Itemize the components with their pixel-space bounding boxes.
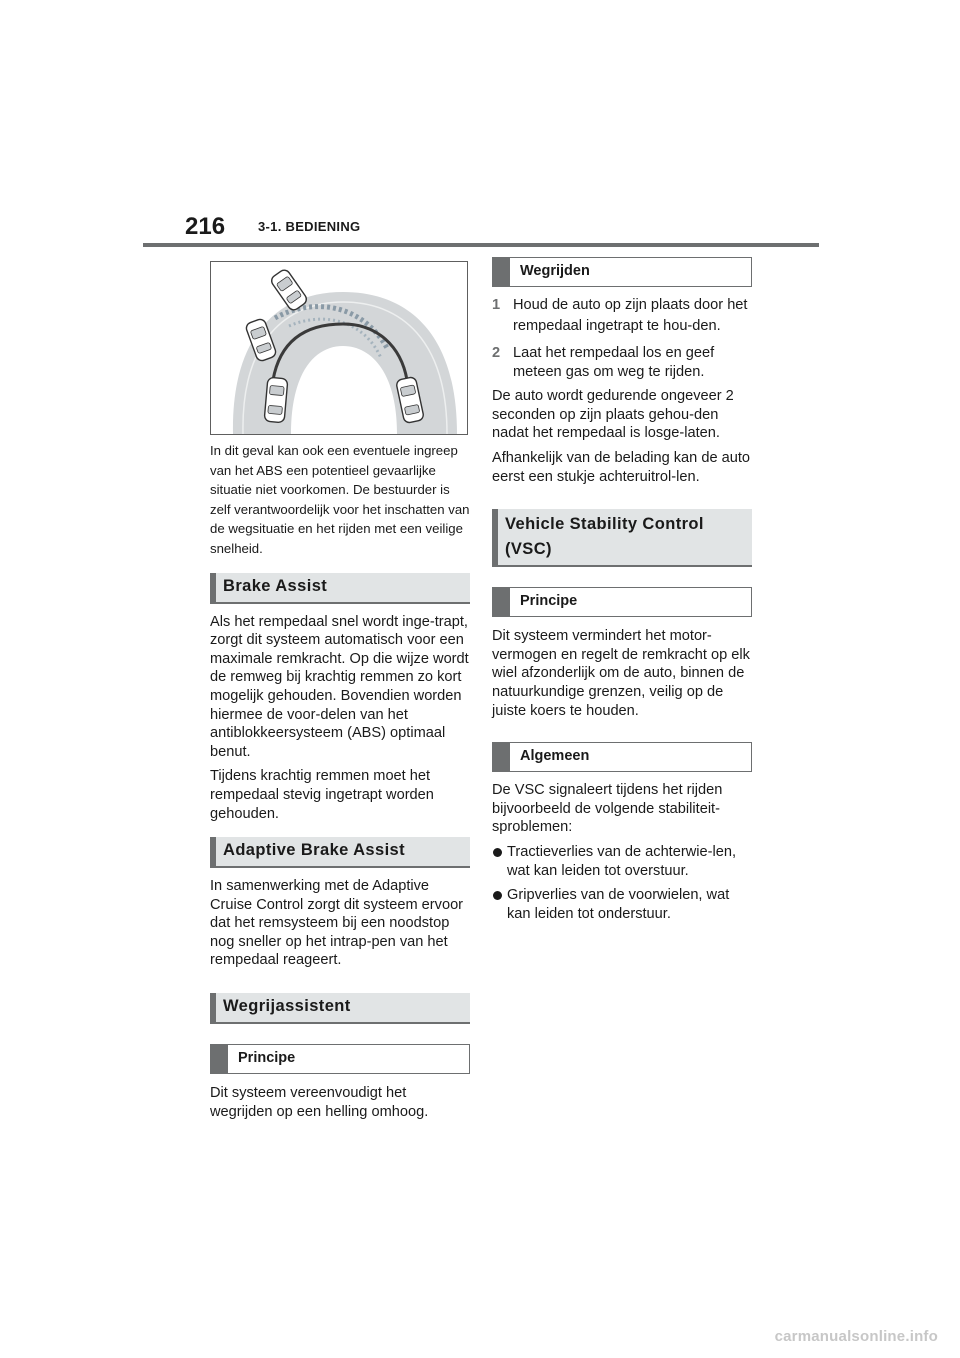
bullet-icon bbox=[492, 886, 507, 923]
section-label: 3-1. BEDIENING bbox=[258, 219, 361, 234]
bullet-item bbox=[492, 886, 752, 923]
bullet-text: Tractieverlies van de achterwie-len, wat kan leiden tot overstuur. bbox=[507, 843, 737, 879]
wegrijassistent-paragraph: Dit systeem vereenvoudigt het wegrijden op een helling omhoog. bbox=[210, 1085, 429, 1120]
vsc-algemeen-paragraph: De VSC signaleert tijdens het rijden bijvoorbeeld de volgende stabiliteit-sproblemen: bbox=[492, 782, 723, 836]
heading-vsc bbox=[492, 509, 752, 567]
heading-vsc-line-1: Vehicle Stability Control bbox=[505, 515, 704, 534]
watermark: carmanualsonline.info bbox=[774, 1328, 938, 1345]
step-1 bbox=[492, 295, 752, 337]
brake-assist-paragraph-1: Als het rempedaal snel wordt inge-trapt, zorgt dit systeem automatisch voor een maximale remkracht. Op die wijze wordt de remweg bij krachtig remmen zo kort mogelijk gehouden. Bovendien worden hiermee de voor-delen van het antiblokkeersysteem (ABS) optimaal benut. bbox=[210, 613, 469, 760]
subheading-wegrijden: Wegrijden bbox=[492, 257, 752, 287]
left-column bbox=[210, 261, 470, 1121]
wegrijden-paragraph-2: Afhankelijk van de belading kan de auto eerst een stukje achteruitrol-len. bbox=[492, 449, 751, 485]
heading-vsc-line-2: (VSC) bbox=[505, 540, 552, 559]
vsc-principe-paragraph: Dit systeem vermindert het motor-vermogen en regelt de remkracht op elk wiel afzonderlijk om de auto, binnen de natuurkundige grenzen, veilig op de juiste koers te houden. bbox=[492, 628, 750, 719]
bullet-text: Gripverlies van de voorwielen, wat kan leiden tot onderstuur. bbox=[507, 887, 730, 922]
adaptive-brake-assist-paragraph: In samenwerking met de Adaptive Cruise Control zorgt dit systeem ervoor dat het remsysteem bij een noodstop nog sneller op het intrap-pen van het rempedaal reageert. bbox=[210, 878, 464, 969]
subheading-principe-vsc: Principe bbox=[492, 587, 752, 617]
brake-assist-paragraph-2: Tijdens krachtig remmen moet het rempedaal stevig ingetrapt worden gehouden. bbox=[210, 768, 434, 822]
heading-adaptive-brake-assist: Adaptive Brake Assist bbox=[210, 837, 470, 868]
step-number: 2 bbox=[492, 345, 501, 361]
wegrijden-paragraph-1: De auto wordt gedurende ongeveer 2 seconden op zijn plaats gehou-den nadat het rempedaal is losge-laten. bbox=[492, 388, 734, 442]
figure-caption: In dit geval kan ook een eventuele ingreep van het ABS een potentieel gevaarlijke situatie niet voorkomen. De bestuurder is zelf verantwoordelijk voor het inschatten van de wegsituatie en het rijden met een veilige snelheid. bbox=[210, 443, 470, 556]
bullet-item bbox=[492, 843, 752, 880]
header-rule bbox=[143, 243, 819, 247]
right-column bbox=[492, 257, 752, 923]
step-text: Laat het rempedaal los en geef meteen gas om weg te rijden. bbox=[513, 345, 715, 380]
step-number: 1 bbox=[492, 297, 501, 313]
subheading-algemeen: Algemeen bbox=[492, 742, 752, 772]
step-2 bbox=[492, 344, 752, 381]
heading-brake-assist: Brake Assist bbox=[210, 573, 470, 604]
heading-wegrijassistent: Wegrijassistent bbox=[210, 993, 470, 1024]
curve-skid-illustration bbox=[210, 261, 468, 435]
page-number: 216 bbox=[185, 213, 226, 240]
step-text: Houd de auto op zijn plaats door het rempedaal ingetrapt te hou-den. bbox=[513, 297, 748, 334]
bullet-icon bbox=[492, 843, 507, 880]
subheading-principe-wegrijassistent: Principe bbox=[210, 1044, 470, 1074]
